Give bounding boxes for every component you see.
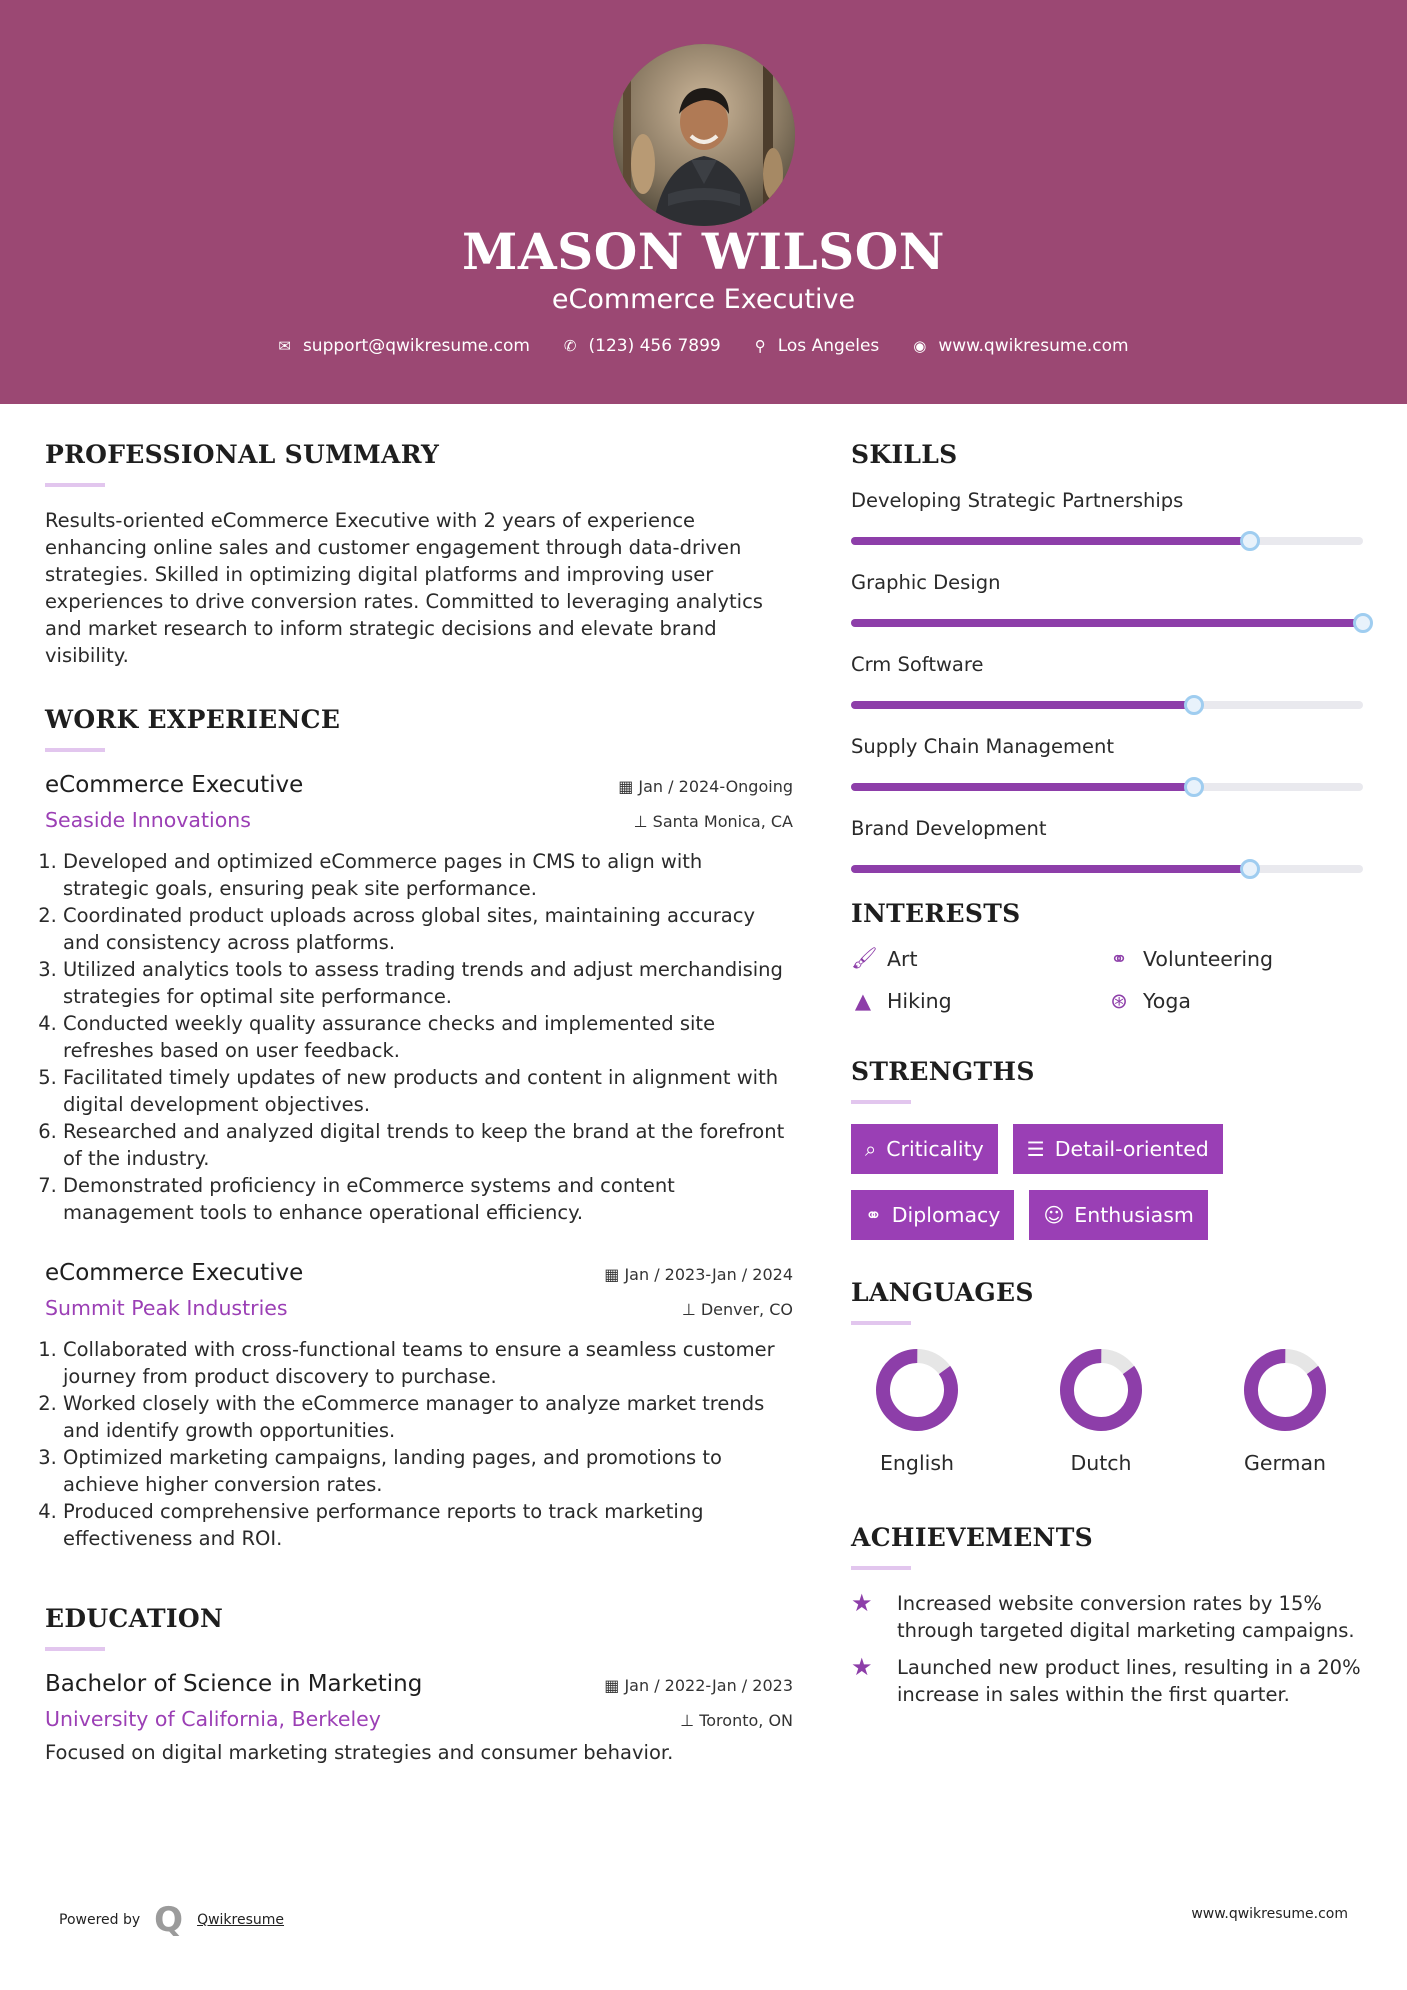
duty-item: 7. Demonstrated proficiency in eCommerce systems and content management tools to enhance operational efficiency.	[63, 1172, 793, 1226]
skill-fill	[851, 701, 1194, 709]
search-icon: ⌕	[865, 1137, 877, 1161]
resume-header	[0, 0, 1407, 404]
education-location-text: Toronto, ON	[699, 1711, 793, 1730]
skill-name: Crm Software	[851, 653, 984, 676]
skill-item	[851, 489, 1363, 545]
achievement-item	[851, 1654, 1363, 1708]
experience-section	[45, 705, 793, 1552]
skill-knob	[1184, 695, 1204, 715]
strengths-section	[851, 1057, 1363, 1240]
section-divider	[45, 748, 105, 752]
left-column	[45, 440, 793, 1764]
star-icon: ★	[851, 1653, 873, 1681]
section-divider	[45, 483, 105, 487]
skill-item	[851, 817, 1363, 873]
brand-link[interactable]: Qwikresume	[197, 1912, 285, 1928]
skills-list	[851, 489, 1363, 873]
skill-name: Developing Strategic Partnerships	[851, 489, 1184, 512]
language-item	[867, 1345, 967, 1475]
phone-icon: ✆	[563, 337, 577, 355]
powered-by-label: Powered by	[59, 1912, 141, 1928]
smile-icon: ☺	[1043, 1203, 1065, 1227]
interest-label: Yoga	[1143, 989, 1191, 1013]
job-date	[604, 1265, 793, 1284]
contact-email-text: support@qwikresume.com	[302, 336, 530, 356]
interest-item	[851, 946, 1107, 971]
language-name: English	[879, 1451, 955, 1475]
language-donut	[1240, 1345, 1330, 1435]
job-date-text: Jan / 2023-Jan / 2024	[624, 1265, 793, 1284]
language-donut	[1056, 1345, 1146, 1435]
skill-fill	[851, 865, 1250, 873]
pin-icon: ⊥	[633, 812, 648, 831]
donut-arc	[1056, 1345, 1146, 1435]
contact-email[interactable]	[278, 336, 530, 356]
language-donut	[872, 1345, 962, 1435]
contact-phone-text: (123) 456 7899	[588, 336, 721, 356]
skill-fill	[851, 537, 1250, 545]
duty-item: 1. Collaborated with cross-functional teams to ensure a seamless customer journey from product discovery to purchase.	[63, 1336, 793, 1390]
right-column	[851, 440, 1363, 1718]
skill-bar	[851, 783, 1363, 791]
language-item	[1235, 1345, 1335, 1475]
experience-heading: WORK EXPERIENCE	[45, 705, 341, 734]
interests-section	[851, 899, 1363, 1013]
duty-item: 5. Facilitated timely updates of new products and content in alignment with digital development objectives.	[63, 1064, 793, 1118]
pin-icon: ⊥	[681, 1300, 696, 1319]
job-title: eCommerce Executive	[45, 772, 304, 798]
education-description: Focused on digital marketing strategies and consumer behavior.	[45, 1741, 674, 1764]
skill-item	[851, 735, 1363, 791]
strength-tag	[1029, 1190, 1207, 1240]
summary-heading: PROFESSIONAL SUMMARY	[45, 440, 440, 469]
section-divider	[851, 1566, 911, 1570]
candidate-title: eCommerce Executive	[551, 284, 856, 315]
section-divider	[851, 1321, 911, 1325]
degree-name: Bachelor of Science in Marketing	[45, 1671, 423, 1697]
language-item	[1051, 1345, 1151, 1475]
duty-item: 2. Coordinated product uploads across global sites, maintaining accuracy and consistency across platforms.	[63, 902, 793, 956]
interests-list	[851, 946, 1363, 1013]
duty-item: 6. Researched and analyzed digital trends to keep the brand at the forefront of the industry.	[63, 1118, 793, 1172]
footer-powered-by	[59, 1900, 284, 1940]
education-date	[604, 1676, 793, 1695]
section-divider	[45, 1647, 105, 1651]
skill-knob	[1240, 859, 1260, 879]
skill-bar	[851, 619, 1363, 627]
pin-icon: ⊥	[680, 1711, 695, 1730]
duty-item: 2. Worked closely with the eCommerce manager to analyze market trends and identify growth opportunities.	[63, 1390, 793, 1444]
skill-fill	[851, 619, 1363, 627]
skills-heading: SKILLS	[851, 440, 958, 469]
list-icon: ☰	[1026, 1137, 1045, 1161]
summary-section	[45, 440, 793, 669]
duty-list	[45, 1336, 793, 1552]
handshake-icon: ⚭	[865, 1203, 882, 1227]
lifering-icon: ⊛	[1110, 989, 1128, 1013]
achievement-item	[851, 1590, 1363, 1644]
interest-item	[1107, 989, 1363, 1013]
calendar-icon: ▦	[618, 777, 634, 796]
school-name: University of California, Berkeley	[45, 1707, 381, 1731]
job-date	[618, 777, 793, 796]
skill-bar	[851, 537, 1363, 545]
strength-label: Diplomacy	[891, 1203, 1001, 1227]
envelope-icon: ✉	[278, 337, 291, 355]
contact-location-text: Los Angeles	[777, 336, 880, 356]
interest-label: Hiking	[887, 989, 952, 1013]
tree-icon: ▲	[854, 989, 872, 1013]
duty-item: 3. Optimized marketing campaigns, landing pages, and promotions to achieve higher conversion rates.	[63, 1444, 793, 1498]
languages-heading: LANGUAGES	[851, 1278, 1034, 1307]
section-divider	[851, 1100, 911, 1104]
strength-label: Enthusiasm	[1074, 1203, 1194, 1227]
company-name: Summit Peak Industries	[45, 1296, 288, 1320]
achievements-section	[851, 1523, 1363, 1708]
interests-heading: INTERESTS	[851, 899, 1021, 928]
languages-section	[851, 1278, 1363, 1475]
job-location	[682, 1300, 793, 1319]
job-location	[634, 812, 793, 831]
interest-item	[851, 989, 1107, 1013]
globe-icon: ◉	[913, 337, 927, 355]
map-pin-icon: ⚲	[754, 337, 766, 355]
strengths-list	[851, 1124, 1363, 1240]
company-name: Seaside Innovations	[45, 808, 251, 832]
calendar-icon: ▦	[604, 1676, 620, 1695]
footer-url[interactable]: www.qwikresume.com	[1191, 1906, 1348, 1922]
strength-label: Detail-oriented	[1054, 1137, 1209, 1161]
strengths-heading: STRENGTHS	[851, 1057, 1035, 1086]
profile-photo-image	[613, 44, 795, 226]
contact-website[interactable]	[913, 336, 1128, 356]
achievement-text: Increased website conversion rates by 15% through targeted digital marketing campaigns.	[897, 1592, 1355, 1642]
donut-arc	[872, 1345, 962, 1435]
calendar-icon: ▦	[604, 1265, 620, 1284]
interest-label: Volunteering	[1143, 946, 1274, 971]
skill-knob	[1184, 777, 1204, 797]
qwikresume-logo-icon: Q	[154, 1900, 184, 1940]
duty-item: 3. Utilized analytics tools to assess trading trends and adjust merchandising strategies for optimal site performance.	[63, 956, 793, 1010]
job-location-text: Santa Monica, CA	[652, 812, 793, 831]
paintbrush-icon: 🖌	[851, 946, 878, 970]
education-date-text: Jan / 2022-Jan / 2023	[624, 1676, 793, 1695]
star-icon: ★	[851, 1589, 873, 1617]
skill-name: Brand Development	[851, 817, 1047, 840]
language-name: Dutch	[1070, 1451, 1132, 1475]
languages-list	[851, 1345, 1363, 1475]
language-name: German	[1243, 1451, 1327, 1475]
contact-phone[interactable]	[564, 336, 721, 356]
duty-item: 1. Developed and optimized eCommerce pages in CMS to align with strategic goals, ensuring peak site performance.	[63, 848, 793, 902]
achievement-text: Launched new product lines, resulting in a 20% increase in sales within the first quarter.	[897, 1656, 1361, 1706]
summary-text: Results-oriented eCommerce Executive with 2 years of experience enhancing online sales and customer engagement through data-driven strategies. Skilled in optimizing digital platforms and improving user experiences to drive conversion rates. Committed to leveraging analytics and market research to inform strategic decisions and elevate brand visibility.	[45, 509, 763, 667]
strength-tag	[1013, 1124, 1223, 1174]
contact-website-text: www.qwikresume.com	[938, 336, 1129, 356]
job-location-text: Denver, CO	[700, 1300, 793, 1319]
skill-item	[851, 571, 1363, 627]
interest-label: Art	[887, 946, 918, 971]
strength-tag	[851, 1190, 1014, 1240]
skill-bar	[851, 865, 1363, 873]
duty-item: 4. Produced comprehensive performance reports to track marketing effectiveness and ROI.	[63, 1498, 793, 1552]
duty-item: 4. Conducted weekly quality assurance checks and implemented site refreshes based on user feedback.	[63, 1010, 793, 1064]
skill-name: Graphic Design	[851, 571, 1001, 594]
strength-label: Criticality	[886, 1137, 984, 1161]
skill-bar	[851, 701, 1363, 709]
achievements-heading: ACHIEVEMENTS	[851, 1523, 1093, 1552]
skill-name: Supply Chain Management	[851, 735, 1115, 758]
education-section	[45, 1604, 793, 1764]
donut-arc	[1240, 1345, 1330, 1435]
duty-list	[45, 848, 793, 1226]
contact-bar	[0, 336, 1407, 356]
job-entry	[45, 1260, 793, 1552]
job-entry	[45, 772, 793, 1226]
candidate-name: MASON WILSON	[462, 222, 945, 281]
skills-section	[851, 440, 1363, 873]
education-location	[680, 1711, 793, 1730]
skill-fill	[851, 783, 1194, 791]
skill-knob	[1240, 531, 1260, 551]
contact-location	[755, 336, 880, 356]
job-date-text: Jan / 2024-Ongoing	[638, 777, 793, 796]
skill-knob	[1353, 613, 1373, 633]
skill-item	[851, 653, 1363, 709]
handshake-icon: ⚭	[1110, 946, 1128, 971]
job-title: eCommerce Executive	[45, 1260, 304, 1286]
profile-photo	[613, 44, 795, 226]
strength-tag	[851, 1124, 998, 1174]
education-heading: EDUCATION	[45, 1604, 224, 1633]
interest-item	[1107, 946, 1363, 971]
